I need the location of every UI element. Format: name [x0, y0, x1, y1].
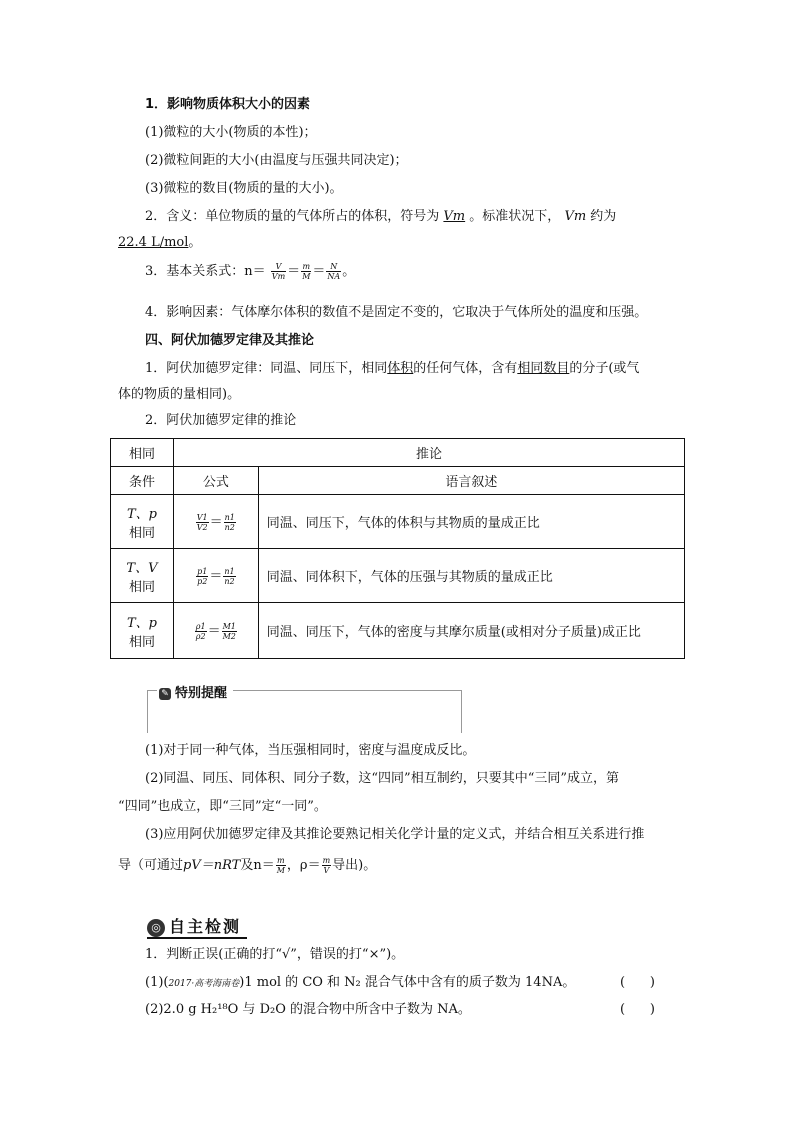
answer-blank-1[interactable]: ( )	[620, 975, 655, 990]
item-1: (1)(2017·高考海南卷)1 mol 的 CO 和 N₂ 混合气体中含有的质子数为 14NA。	[145, 975, 576, 990]
row-condition: T、p 相同	[111, 495, 174, 549]
meaning-value-line: 22.4 L/mol。	[118, 235, 202, 250]
row-description: 同温、同压下，气体的密度与其摩尔质量(或相对分子质量)成正比	[258, 603, 684, 659]
fraction-m-M: $\frac{m}{M}$	[302, 262, 311, 281]
law-line-1: 1．阿伏加德罗定律：同温、同压下，相同体积的任何气体，含有相同数目的分子(或气	[145, 361, 640, 376]
factors-title: 1．影响物质体积大小的因素	[145, 97, 311, 112]
meaning-line: 2．含义：单位物质的量的气体所占的体积，符号为 Vm 。标准状况下， Vm 约为	[145, 209, 617, 224]
row-formula: $\frac{p1}{p2}$ ＝ $\frac{n1}{n2}$	[173, 549, 258, 603]
header-condition-2: 条件	[111, 467, 174, 495]
table-row	[111, 495, 685, 549]
answer-blank-2[interactable]: ( )	[620, 1002, 655, 1017]
item-2: (2)2.0 g H₂¹⁸O 与 D₂O 的混合物中所含中子数为 NA。	[145, 1002, 471, 1017]
inference-table	[110, 438, 685, 659]
row-description: 同温、同体积下，气体的压强与其物质的量成正比	[258, 549, 684, 603]
law-line-2: 体的物质的量相同)。	[118, 387, 241, 402]
tip-icon: ✎	[159, 688, 171, 700]
tip-item-3: (3)应用阿伏加德罗定律及其推论要熟记相关化学计量的定义式，并结合相互关系进行推	[145, 827, 645, 842]
table-row	[111, 603, 685, 659]
tip-item-2-cont: “四同”也成立，即“三同”定“一同”。	[118, 799, 327, 814]
tip-title: ✎ 特别提醒	[157, 682, 233, 701]
row-formula: $\frac{V1}{V2}$ ＝ $\frac{n1}{n2}$	[173, 495, 258, 549]
factor-item-1: (1)微粒的大小(物质的本性)；	[145, 125, 317, 140]
factor-item-3: (3)微粒的数目(物质的量的大小)。	[145, 181, 343, 196]
tip-item-3-cont: 导（可通过pV＝nRT及n＝ $\frac{m}{M}$ ，ρ＝ $\frac{m}{V}$ 导出)。	[118, 856, 377, 875]
self-check-rule	[147, 937, 247, 939]
self-check-icon: ◎	[147, 919, 165, 937]
fraction-N-NA: $\frac{N}{NA}$	[327, 262, 341, 281]
molar-volume-value: 22.4 L/mol	[118, 235, 189, 250]
header-inference: 推论	[173, 439, 684, 467]
molar-volume-symbol: Vm	[443, 209, 466, 224]
question-1: 1．判断正误(正确的打“√”，错误的打“×”)。	[145, 947, 405, 962]
factor-item-2: (2)微粒间距的大小(由温度与压强共同决定)；	[145, 153, 408, 168]
relation-line: 3．基本关系式：n＝ $\frac{V}{Vm}$ ＝ $\frac{m}{M}$ ＝ $\frac{N}{NA}$ 。	[145, 262, 356, 281]
row-condition: T、V 相同	[111, 549, 174, 603]
row-formula: $\frac{\rho 1}{\rho 2}$ ＝ $\frac{M1}{M2}$	[173, 603, 258, 659]
row-condition: T、p 相同	[111, 603, 174, 659]
influence-line: 4．影响因素：气体摩尔体积的数值不是固定不变的，它取决于气体所处的温度和压强。	[145, 305, 648, 320]
fraction-v-vm: $\frac{V}{Vm}$	[271, 262, 286, 281]
header-description: 语言叙述	[258, 467, 684, 495]
table-row	[111, 549, 685, 603]
header-formula: 公式	[173, 467, 258, 495]
tip-item-1: (1)对于同一种气体，当压强相同时，密度与温度成反比。	[145, 743, 476, 758]
self-check-title: ◎ 自主检测	[147, 914, 241, 937]
row-description: 同温、同压下，气体的体积与其物质的量成正比	[258, 495, 684, 549]
corollary-title: 2．阿伏加德罗定律的推论	[145, 413, 297, 428]
section4-title: 四、阿伏加德罗定律及其推论	[145, 333, 315, 348]
tip-item-2: (2)同温、同压、同体积、同分子数，这“四同”相互制约，只要其中“三同”成立，第	[145, 771, 619, 786]
header-condition-1: 相同	[111, 439, 174, 467]
